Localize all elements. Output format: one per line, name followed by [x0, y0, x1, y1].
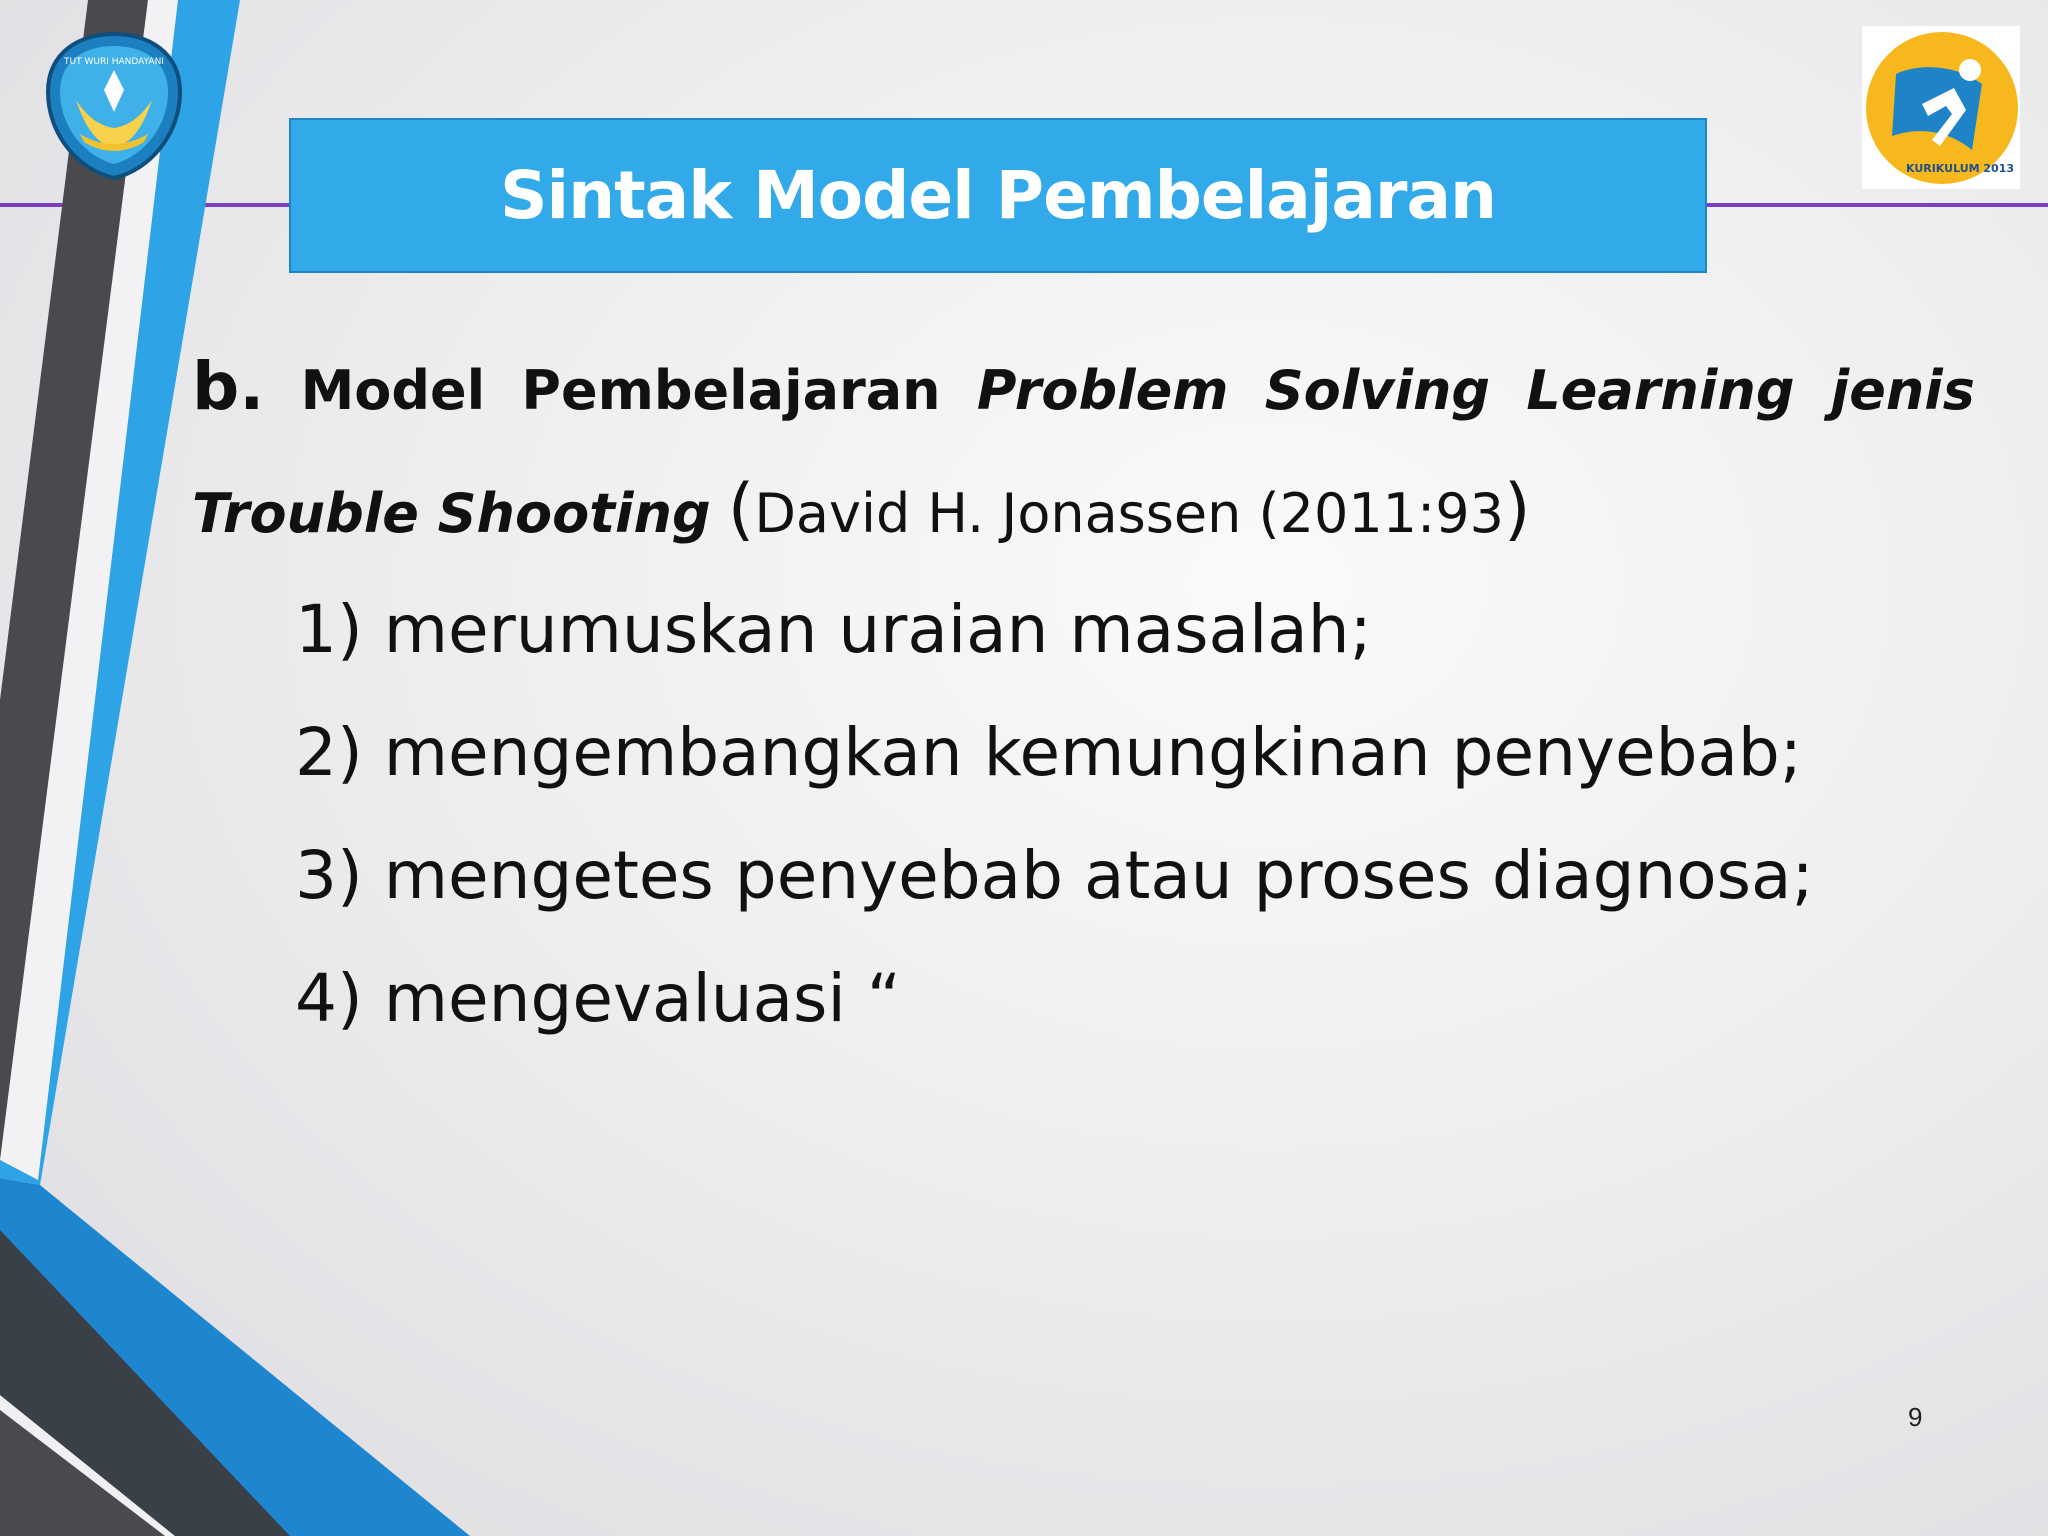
step-item: 3) mengetes penyebab atau proses diagnosa;	[295, 837, 1814, 914]
step-item: 2) mengembangkan kemungkinan penyebab;	[295, 714, 1803, 791]
heading-word-pembelajaran: Pembelajaran	[521, 359, 941, 422]
heading-word-model: Model	[300, 359, 486, 422]
heading-marker: b.	[192, 348, 265, 425]
header-rule-right	[1705, 203, 2048, 207]
paren-open: (	[727, 470, 755, 549]
step-item: 4) mengevaluasi “	[295, 960, 901, 1037]
paren-close: )	[1503, 470, 1531, 549]
step-item: 1) merumuskan uraian masalah;	[295, 591, 1372, 668]
heading-line-1	[192, 348, 1975, 425]
right-logo-text: KURIKULUM 2013	[1905, 162, 2015, 175]
citation: David H. Jonassen (2011:93	[754, 482, 1504, 545]
heading-word-learning: Learning	[1526, 359, 1795, 422]
tut-wuri-handayani-emblem	[40, 30, 188, 182]
left-emblem-text: TUT WURI HANDAYANI	[64, 57, 164, 67]
kurikulum-2013-logo	[1862, 26, 2020, 189]
steps-list	[295, 590, 1814, 1082]
page-number: 9	[1908, 1402, 1923, 1432]
title-banner	[289, 118, 1707, 273]
heading-word-jenis: jenis	[1830, 359, 1975, 422]
heading-word-solving: Solving	[1264, 359, 1491, 422]
heading-subtitle: Trouble Shooting	[192, 482, 711, 545]
heading-line-2	[192, 470, 1530, 549]
slide-title: Sintak Model Pembelajaran	[499, 157, 1497, 234]
heading-word-problem: Problem	[976, 359, 1229, 422]
